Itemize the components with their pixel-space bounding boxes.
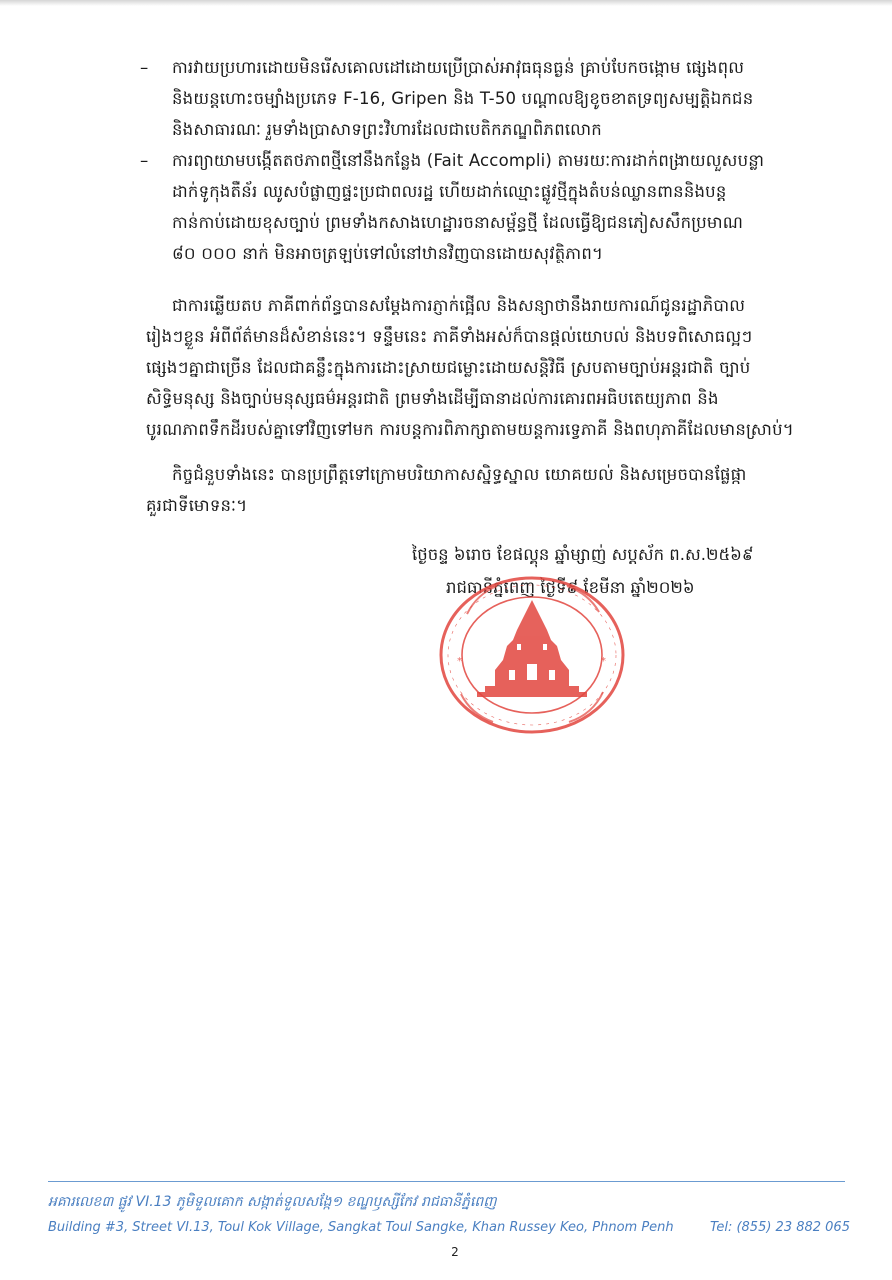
official-seal-stamp <box>437 574 627 736</box>
footer-address-english: Building #3, Street VI.13, Toul Kok Village, Sangkat Toul Sangke, Khan Russey Keo, Phnom Penh <box>48 1220 674 1235</box>
footer-address-khmer: អគារលេខ៣ ផ្លូវ VI.13 ភូមិទួលគោក សង្កាត់ទួលសង្កែ១ ខណ្ឌឫស្សីកែវ រាជធានីភ្នំពេញ <box>48 1194 497 1210</box>
bullet-line: កាន់កាប់ដោយខុសច្បាប់ ព្រមទាំងកសាងហេដ្ឋារចនាសម្ព័ន្ធថ្មី ដែលធ្វើឱ្យជនភៀសសឹកប្រមាណ <box>172 213 744 232</box>
bullet-line: ៨០ ០០០ នាក់ មិនអាចត្រឡប់ទៅលំនៅឋានវិញបានដោយសុវត្ថិភាព។ <box>172 244 604 263</box>
paragraph-line: គួរជាទីមោទនៈ។ <box>146 496 248 515</box>
svg-text:*: * <box>601 656 606 667</box>
footer-divider <box>48 1181 845 1182</box>
bullet-dash: – <box>140 151 149 170</box>
bullet-line: និងសាធារណៈ រួមទាំងប្រាសាទព្រះវិហារដែលជាបេតិកភណ្ឌពិភពលោក <box>172 120 602 139</box>
bullet-line: និងយន្តហោះចម្បាំងប្រភេទ F-16, Gripen និង T-50 បណ្តាលឱ្យខូចខាតទ្រព្យសម្បត្តិឯកជន <box>172 89 754 108</box>
paragraph-line: ផ្សេងៗគ្នាជាច្រើន ដែលជាគន្លឹះក្នុងការដោះស្រាយជម្លោះដោយសន្តិវិធី ស្របតាមច្បាប់អន្តរជាតិ ច្បាប់ <box>146 358 751 377</box>
bullet-line: ដាក់ទូកុងតឺន័រ ឈូសបំផ្លាញផ្ទះប្រជាពលរដ្ឋ ហើយដាក់ឈ្មោះផ្លូវថ្មីក្នុងតំបន់ឈ្លានពាននិងបន្ត <box>172 182 727 201</box>
bullet-dash: – <box>140 58 149 77</box>
bullet-line: ការវាយប្រហារដោយមិនរើសគោលដៅដោយប្រើប្រាស់អាវុធធុនធ្ងន់ គ្រាប់បែកចង្កោម ផ្សេងពុល <box>172 58 745 77</box>
paragraph-line: កិច្ចជំនួបទាំងនេះ បានប្រព្រឹត្តទៅក្រោមបរិយាកាសស្និទ្ធស្នាល យោគយល់ និងសម្រេចបានផ្លែផ្កា <box>172 465 747 484</box>
paragraph-line: សិទ្ធិមនុស្ស និងច្បាប់មនុស្សធម៌អន្តរជាតិ ព្រមទាំងដើម្បីធានាដល់ការគោរពអធិបតេយ្យភាព និង <box>146 389 719 408</box>
body-paragraph <box>146 459 747 521</box>
paragraph-line: ជាការឆ្លើយតប ភាគីពាក់ព័ន្ធបានសម្តែងការភ្ញាក់ផ្អើល និងសន្យាថានឹងរាយការណ៍ជូនរដ្ឋាភិបាល <box>172 296 746 315</box>
solar-date: រាជធានីភ្នំពេញ ថ្ងៃទី៩ ខែមីនា ឆ្នាំ២០២៦ <box>446 578 695 597</box>
paragraph-line: បូរណភាពទឹកដីរបស់គ្នាទៅវិញទៅមក ការបន្តការពិភាក្សាតាមយន្តការទ្វេភាគី និងពហុភាគីដែលមានស្រាប់។ <box>146 420 794 439</box>
paragraph-line: រៀងៗខ្លួន អំពីព័ត៌មានដ៏សំខាន់នេះ។ ទន្ទឹមនេះ ភាគីទាំងអស់ក៏បានផ្តល់យោបល់ និងបទពិសោធល្អៗ <box>146 327 753 346</box>
body-paragraph <box>146 290 794 445</box>
bullet-line: ការព្យាយាមបង្កើតតថភាពថ្មីនៅនឹងកន្លែង (Fait Accompli) តាមរយៈការដាក់ពង្រាយលួសបន្លា <box>172 151 765 170</box>
svg-text:*: * <box>457 656 462 667</box>
lunar-date: ថ្ងៃចន្ទ ៦រោច ខែផល្គុន ឆ្នាំម្សាញ់ សប្តស័ក ព.ស.២៥៦៩ <box>412 545 754 564</box>
page-number: 2 <box>451 1245 459 1259</box>
footer-phone: Tel: (855) 23 882 065 <box>710 1220 850 1235</box>
